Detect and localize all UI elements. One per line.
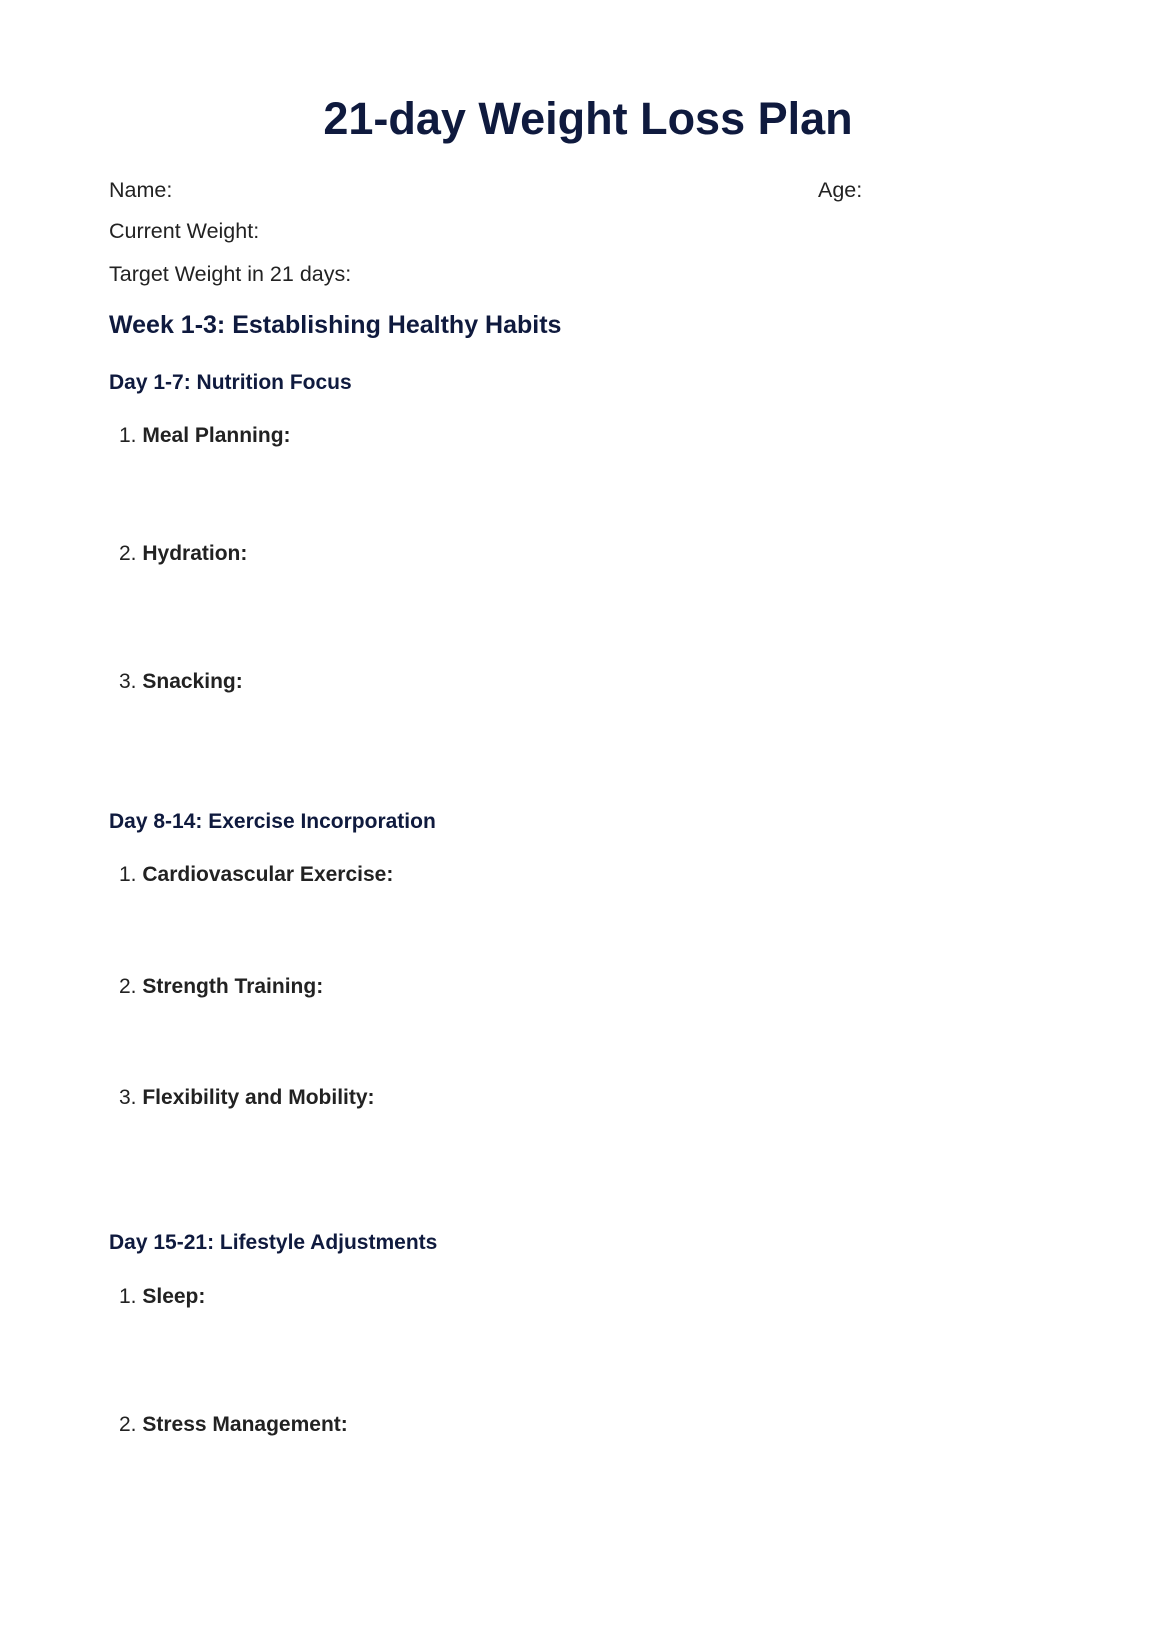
phase-heading-nutrition: Day 1-7: Nutrition Focus xyxy=(109,371,352,394)
list-item-snacking xyxy=(119,670,243,694)
item-label: Sleep: xyxy=(142,1285,206,1308)
item-number: 1. xyxy=(119,424,137,447)
item-number: 2. xyxy=(119,542,137,565)
list-item-hydration xyxy=(119,542,247,566)
section-heading: Week 1-3: Establishing Healthy Habits xyxy=(109,311,562,339)
phase-heading-exercise: Day 8-14: Exercise Incorporation xyxy=(109,810,436,833)
current-weight-field-label: Current Weight: xyxy=(109,219,260,243)
target-weight-field-label: Target Weight in 21 days: xyxy=(109,262,352,286)
document-title: 21-day Weight Loss Plan xyxy=(323,93,853,144)
list-item-stress-management xyxy=(119,1413,348,1437)
list-item-strength-training xyxy=(119,975,323,999)
age-field-label: Age: xyxy=(818,178,863,202)
item-number: 2. xyxy=(119,975,137,998)
item-number: 3. xyxy=(119,1086,137,1109)
item-label: Cardiovascular Exercise: xyxy=(142,863,394,886)
list-item-sleep xyxy=(119,1285,205,1309)
item-number: 1. xyxy=(119,1285,137,1308)
name-field-label: Name: xyxy=(109,178,173,202)
item-label: Snacking: xyxy=(142,670,243,693)
item-number: 3. xyxy=(119,670,137,693)
list-item-flexibility-mobility xyxy=(119,1086,375,1110)
item-number: 1. xyxy=(119,863,137,886)
list-item-cardiovascular-exercise xyxy=(119,863,393,887)
item-label: Stress Management: xyxy=(142,1413,348,1436)
item-label: Meal Planning: xyxy=(142,424,291,447)
list-item-meal-planning xyxy=(119,424,291,448)
item-number: 2. xyxy=(119,1413,137,1436)
phase-heading-lifestyle: Day 15-21: Lifestyle Adjustments xyxy=(109,1231,438,1254)
item-label: Flexibility and Mobility: xyxy=(142,1086,375,1109)
item-label: Hydration: xyxy=(142,542,248,565)
item-label: Strength Training: xyxy=(142,975,324,998)
